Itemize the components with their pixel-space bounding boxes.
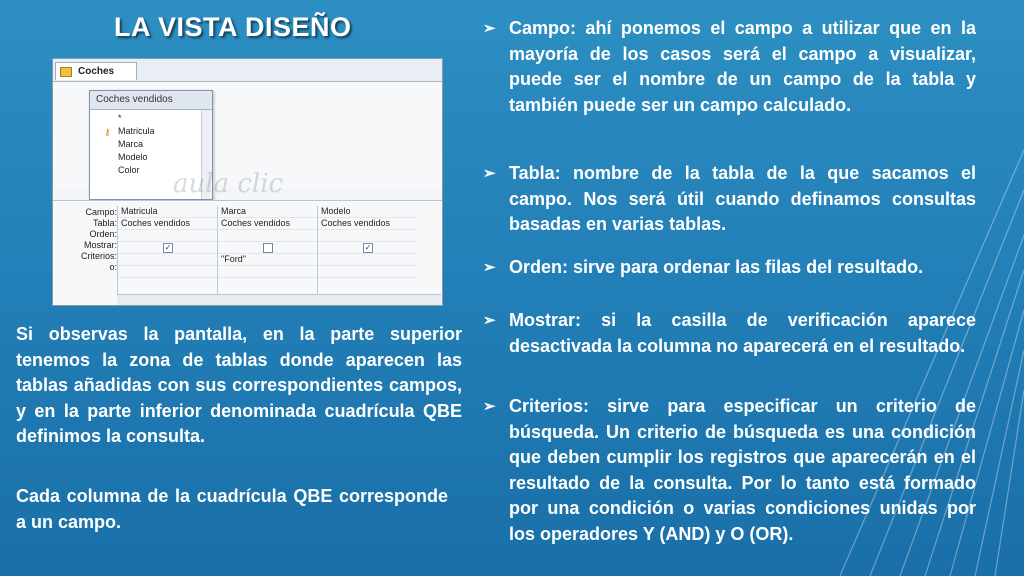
qbe-column [117, 206, 217, 306]
qbe-cell-orden [118, 230, 217, 242]
query-icon [60, 67, 72, 77]
qbe-cell-orden [218, 230, 317, 242]
intro-paragraph: Si observas la pantalla, en la parte superior tenemos la zona de tablas donde aparecen las tablas añadidas con sus correspondientes campos, y en la parte inferior denominada cuadrícula QBE definimos la consulta. [16, 324, 462, 446]
arrow-bullet-icon: ➢ [483, 259, 496, 276]
qbe-cell-mostrar [218, 242, 317, 254]
qbe-cell-criterios: "Ford" [218, 254, 317, 266]
qbe-scrollbar [117, 294, 441, 306]
qbe-label-campo: Campo: [85, 207, 117, 217]
qbe-cell-orden [318, 230, 417, 242]
qbe-label-o: o: [109, 262, 117, 272]
qbe-label-tabla: Tabla: [92, 218, 117, 228]
field-list-title: Coches vendidos [90, 91, 212, 110]
qbe-label-orden: Orden: [89, 229, 117, 239]
qbe-column [317, 206, 417, 306]
qbe-cell-criterios [318, 254, 417, 266]
page-title: LA VISTA DISEÑO [114, 12, 352, 42]
qbe-cell-o [118, 266, 217, 278]
tab-coches-ford [55, 62, 137, 80]
qbe-label-criterios: Criterios: [80, 251, 117, 261]
qbe-cell-criterios [118, 254, 217, 266]
qbe-cell-mostrar [118, 242, 217, 254]
qbe-cell-campo: Matricula [118, 206, 217, 218]
qbe-cell-tabla: Coches vendidos [218, 218, 317, 230]
primary-key-icon: ⚷ [104, 127, 111, 137]
mostrar-checkbox: ✓ [164, 242, 172, 252]
qbe-cell-tabla: Coches vendidos [318, 218, 417, 230]
tab-label: Coches [78, 66, 115, 77]
bullet-mostrar: ➢ Mostrar: si la casilla de verificación aparece desactivada la columna no aparecerá en el resultado. [483, 310, 976, 356]
watermark-logo: aula clic [173, 169, 284, 199]
qbe-cell-o [318, 266, 417, 278]
arrow-bullet-icon: ➢ [483, 398, 496, 415]
qbe-cell-tabla: Coches vendidos [118, 218, 217, 230]
mostrar-checkbox: ✓ [364, 242, 372, 252]
bullet-campo: ➢ Campo: ahí ponemos el campo a utilizar que en la mayoría de los casos será el campo a visualizar, puede ser el nombre de un campo de la tabla y también puede ser un campo calculado. [483, 18, 976, 115]
qbe-column-paragraph: Cada columna de la cuadrícula QBE corresponde a un campo. [16, 486, 448, 532]
qbe-label-mostrar: Mostrar: [83, 240, 117, 250]
field-list-item: Color [118, 165, 140, 175]
field-list-item: Modelo [118, 152, 148, 162]
qbe-cell-campo: Modelo [318, 206, 417, 218]
field-list-item: ⚷ Matricula [104, 126, 155, 137]
qbe-column [217, 206, 317, 306]
qbe-row-labels [59, 207, 117, 273]
field-list-item: * [118, 113, 122, 123]
arrow-bullet-icon: ➢ [483, 312, 496, 329]
arrow-bullet-icon: ➢ [483, 165, 496, 182]
bullet-orden: ➢ Orden: sirve para ordenar las filas del resultado. [483, 255, 976, 281]
qbe-cell-campo: Marca [218, 206, 317, 218]
bullet-tabla: ➢ Tabla: nombre de la tabla de la que sacamos el campo. Nos será útil cuando definamos consultas basadas en varias tablas. [483, 163, 976, 234]
tab-bar [53, 59, 442, 82]
bullet-criterios: ➢ Criterios: sirve para especificar un criterio de búsqueda. Un criterio de búsqueda es una condición que deben cumplir los registros que aparecerán en el resultado de la consulta. Por lo tanto está formado por una condición o varias condiciones unidas por los operadores Y (AND) y O (OR). [483, 396, 976, 544]
qbe-cell-mostrar [318, 242, 417, 254]
qbe-cell-o [218, 266, 317, 278]
field-list-item: Marca [118, 139, 144, 149]
mostrar-checkbox [263, 243, 273, 253]
arrow-bullet-icon: ➢ [483, 20, 496, 37]
access-design-view-screenshot [52, 58, 443, 306]
qbe-grid [53, 201, 442, 305]
